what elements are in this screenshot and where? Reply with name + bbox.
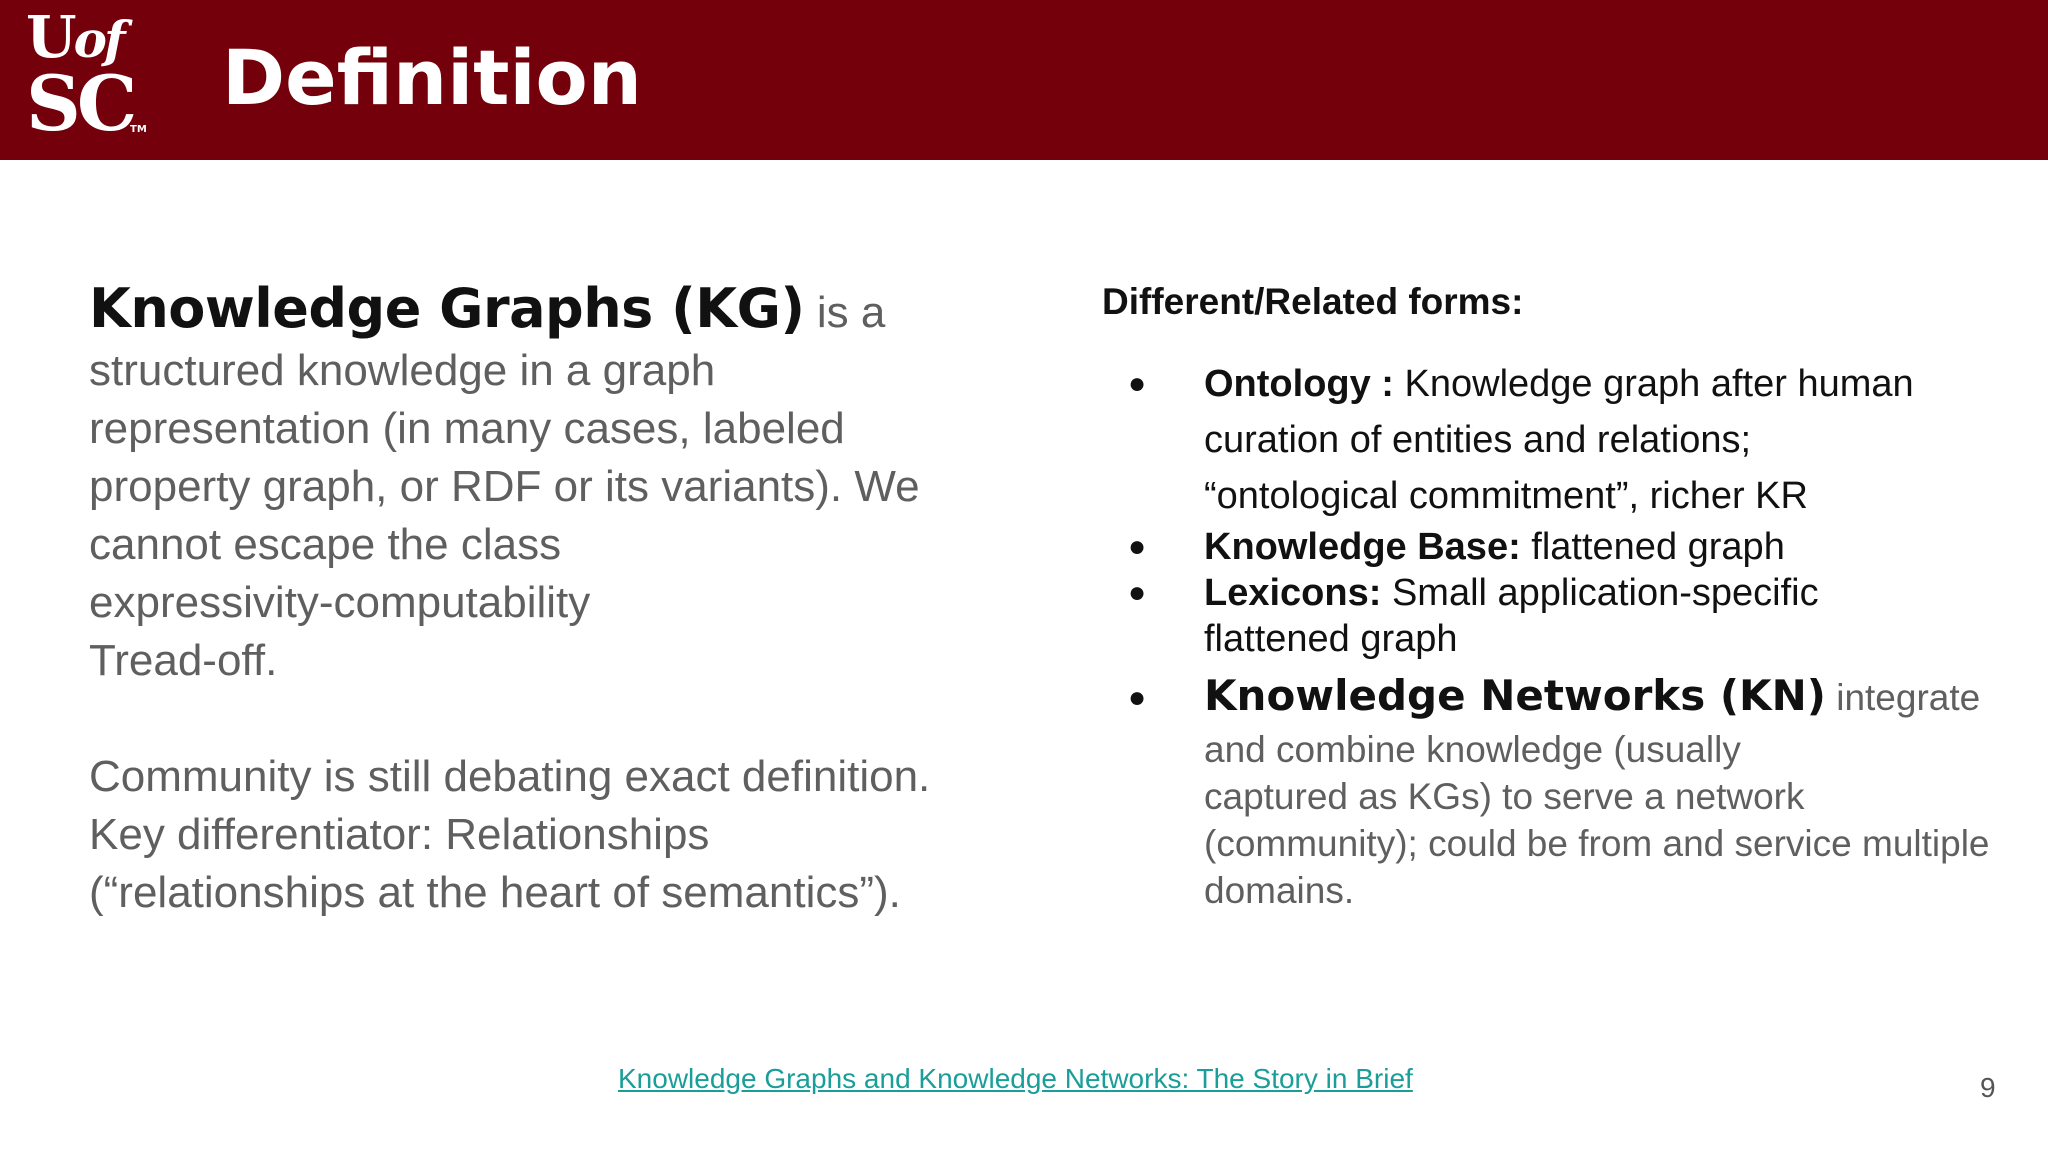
kg-term: Knowledge Graphs (KG): [89, 277, 805, 340]
lexicons-term: Lexicons:: [1204, 572, 1382, 614]
community-line: Key differentiator: Relationships: [89, 810, 710, 859]
title-bar: [0, 0, 2048, 160]
kg-line: representation (in many cases, labeled: [89, 404, 845, 453]
bullet-icon: ●: [1128, 367, 1147, 400]
knowledge-base-term: Knowledge Base:: [1204, 526, 1521, 568]
community-line: Community is still debating exact definition.: [89, 752, 931, 801]
kg-definition: [89, 277, 949, 922]
list-item-knowledge-base: ● Knowledge Base: flattened graph: [1128, 526, 1785, 568]
kg-line: expressivity-computability: [89, 578, 591, 627]
kg-paragraph: [89, 277, 949, 690]
related-forms-list: [1102, 356, 2002, 914]
kg-line: cannot escape the class: [89, 520, 562, 569]
bullet-icon: ●: [1128, 530, 1147, 563]
source-link[interactable]: Knowledge Graphs and Knowledge Networks: The Story in Brief: [618, 1063, 1413, 1094]
kg-lead: is a: [804, 288, 886, 337]
community-line: (“relationships at the heart of semantics”).: [89, 868, 901, 917]
bullet-icon: ●: [1128, 681, 1147, 714]
list-item-knowledge-networks: ● Knowledge Networks (KN) integrate and combine knowledge (usually captured as KGs) to serve a network (community); could be from and service multiple domains.: [1128, 671, 1990, 911]
kg-line: property graph, or RDF or its variants). We: [89, 462, 920, 511]
related-forms-heading: Different/Related forms:: [1102, 281, 1524, 322]
kg-line: Tread-off.: [89, 636, 278, 685]
list-item-ontology: ● Ontology : Knowledge graph after human curation of entities and relations; “ontological commitment”, richer KR: [1102, 356, 2002, 524]
bullet-icon: ●: [1128, 576, 1147, 609]
ontology-term: Ontology :: [1204, 363, 1394, 405]
community-paragraph: [89, 748, 949, 922]
uofsc-logo: Uof SC TM: [26, 3, 147, 148]
list-item-lexicons: ● Lexicons: Small application-specific flattened graph: [1128, 572, 1819, 660]
related-forms: [1102, 278, 2002, 914]
knowledge-networks-term: Knowledge Networks (KN): [1204, 671, 1826, 720]
kg-line: structured knowledge in a graph: [89, 346, 716, 395]
page-number: 9: [1980, 1072, 1996, 1103]
slide-title: Definition: [222, 33, 642, 122]
